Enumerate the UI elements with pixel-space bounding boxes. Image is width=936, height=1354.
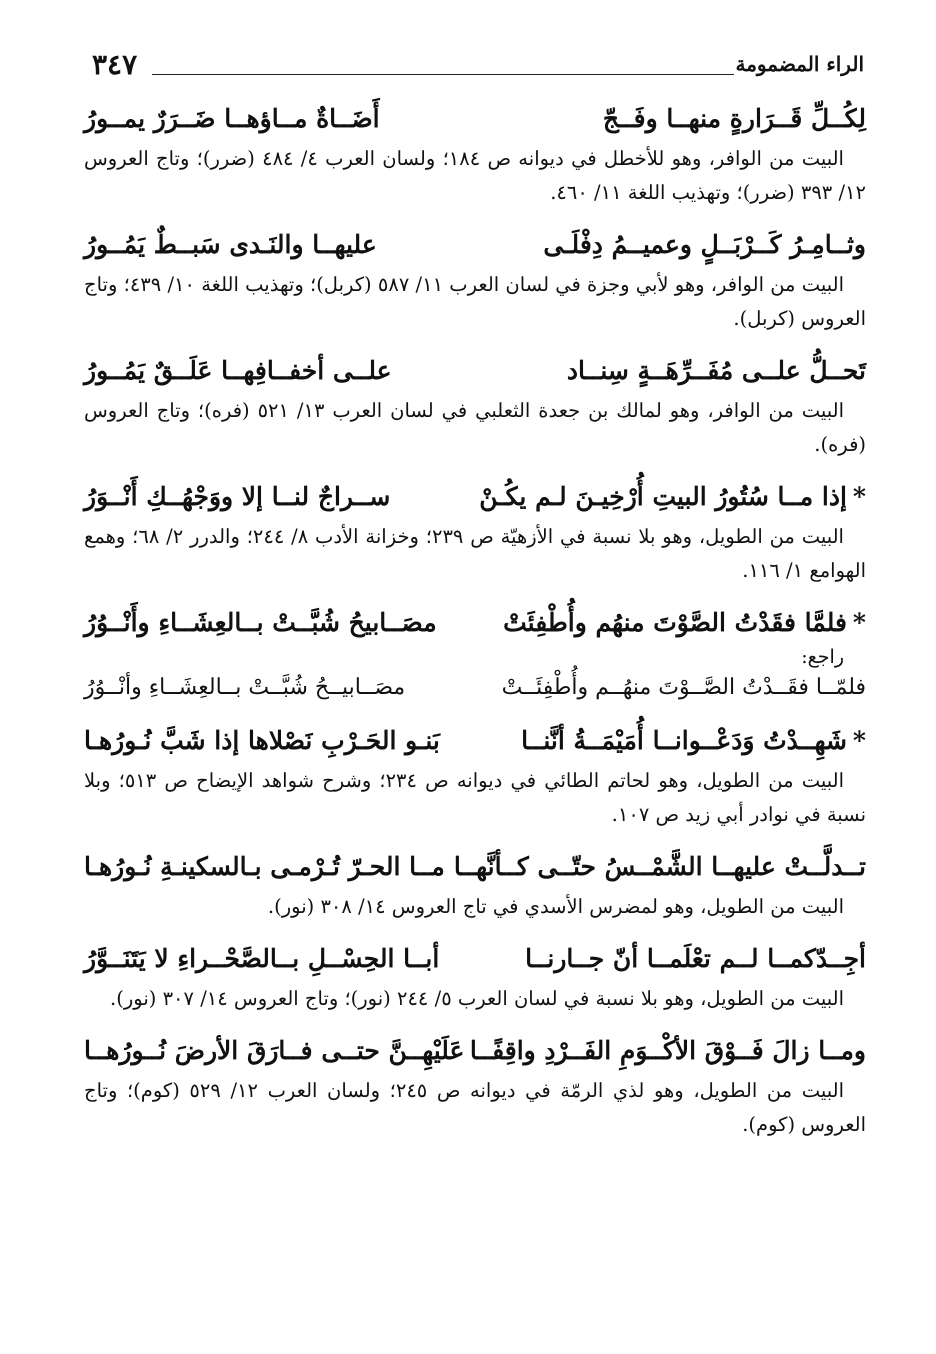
first-hemistich: فلمّــا فقَــدْتُ الصَّــوْتَ منهُــم وأُطْفِئَــتْ [501,675,866,700]
verse-line [84,350,866,392]
verse-entry [84,720,866,832]
second-hemistich: علــى أخفــافِهــا عَلَــقٌ يَمُــورُ [84,356,392,385]
verse-line [84,602,866,644]
verse-line [84,224,866,266]
second-hemistich: عليهــا والنَـدى سَبــطٌ يَمُــورُ [84,230,377,259]
first-hemistich [503,602,866,644]
first-hemistich: وثــامِـرُ كَــرْبَــلٍ وعميــمُ دِفْلَـى [543,230,866,259]
verse-citation: البيت من الطويل، وهو بلا نسبة في الأزهيّة ص ٢٣٩؛ وخزانة الأدب ٨/ ٢٤٤؛ والدرر ٢/ ٦٨؛ وهمع الهوامع ١/ ١١٦. [84,525,866,582]
verse-citation: البيت من الطويل، وهو لذي الرمّة في ديوانه ص ٢٤٥؛ ولسان العرب ١٢/ ٥٢٩ (كوم)؛ وتاج العروس (كوم). [84,1079,866,1136]
first-hemistich: أجِــدّكمــا لــم تعْلَمــا أنّ جــارنــا [525,944,866,973]
hemistich-text: إذا مــا سُتُورُ البيتِ أُرْخِيـنَ لـم يكُـنْ [479,482,847,511]
verse-line [84,1030,866,1072]
second-hemistich: مصَــابيــحُ شُبَّــتْ بــالعِشَــاءِ وأنْــوُرُ [84,675,406,700]
verse-citation: البيت من الطويل، وهو لمضرس الأسدي في تاج العروس ١٤/ ٣٠٨ (نور). [267,895,844,918]
verse-line [84,98,866,140]
verse-line [84,476,866,518]
second-hemistich: مصَــابيحُ شُبَّــتْ بــالعِشَــاءِ وأَنْــوُرُ [84,608,437,637]
verse-entry [84,476,866,588]
second-hemistich: أَضَــاةٌ مــاؤهــا ضَــرَرٌ يمــورُ [84,104,380,133]
verse-entry [84,1030,866,1142]
verse-entry [84,846,866,924]
verse-entries [84,98,866,1156]
second-hemistich: ســراجٌ لنــا إلا ووَجْهُــكِ أَنْــوَرُ [84,482,391,511]
first-hemistich: ومــا زالَ فَــوْقَ الأكْــوَمِ الفَــرْدِ واقِفًــا [469,1036,866,1065]
hemistich-text: فلمَّا فقَدْتُ الصَّوْتَ منهُم وأُطْفِئَتْ [503,608,847,637]
verse-entry [84,602,866,706]
verse-citation: البيت من الوافر، وهو لمالك بن جعدة الثعلبي في لسان العرب ١٣/ ٥٢١ (فره)؛ وتاج العروس (فره). [84,399,866,456]
verse-entry [84,938,866,1016]
first-hemistich [521,720,866,762]
hemistich-text: شَهِــدْتُ وَدَعْــوانــا أُمَيْمَــةُ أنَّنــا [521,726,847,755]
header-rule [152,74,734,75]
verse-line [84,846,866,888]
first-hemistich: تــدلَّــتْ عليهــا الشَّمْــسُ حتّــى كــأنَّهــا [453,852,866,881]
chapter-title: الراء المضمومة [735,52,864,76]
verse-citation: البيت من الوافر، وهو لأبي وجزة في لسان العرب ١١/ ٥٨٧ (كربل)؛ وتهذيب اللغة ١٠/ ٤٣٩؛ وتاج العروس (كربل). [84,273,866,330]
verse-entry [84,98,866,210]
first-hemistich: تَحــلُّ علــى مُفَــرِّهَــةٍ سِنــاد [566,356,866,385]
verse-line [84,938,866,980]
page-number: ٣٤٧ [92,48,138,81]
first-hemistich [479,476,866,518]
second-hemistich: عَلَيْهِــنَّ حتــى فــارَقَ الأرضَ نُــورُهــا [84,1036,465,1065]
star-marker: * [852,726,866,755]
second-hemistich: أبــا الحِسْــلِ بــالصَّحْــراءِ لا يَتَنَــوَّرُ [84,944,440,973]
star-marker: * [852,608,866,637]
second-hemistich: مــا الحـرّ تُـرْمـى بـالسكينـةِ نُـورُهـا [84,852,445,881]
verse-entry [84,224,866,336]
verse-line [84,720,866,762]
page-header [82,48,864,88]
see-also-label: راجع: [801,646,844,668]
verse-line-plain [84,670,866,706]
verse-entry [84,350,866,462]
star-marker: * [852,482,866,511]
verse-citation: البيت من الطويل، وهو لحاتم الطائي في ديوانه ص ٢٣٤؛ وشرح شواهد الإيضاح ص ٥١٣؛ وبلا نسبة في نوادر أبي زيد ص ١٠٧. [84,769,866,826]
verse-citation: البيت من الطويل، وهو بلا نسبة في لسان العرب ٥/ ٢٤٤ (نور)؛ وتاج العروس ١٤/ ٣٠٧ (نور). [110,987,844,1010]
verse-citation: البيت من الوافر، وهو للأخطل في ديوانه ص ١٨٤؛ ولسان العرب ٤/ ٤٨٤ (ضرر)؛ وتاج العروس ١٢/ ٣٩٣ (ضرر)؛ وتهذيب اللغة ١١/ ٤٦٠. [84,147,866,204]
first-hemistich: لِكُــلِّ قَــرَارةٍ منهــا وفَــجّ [602,104,866,133]
second-hemistich: بَنـو الحَـرْبِ نَصْلاها إذا شَبَّ نُـورُهـا [84,726,440,755]
